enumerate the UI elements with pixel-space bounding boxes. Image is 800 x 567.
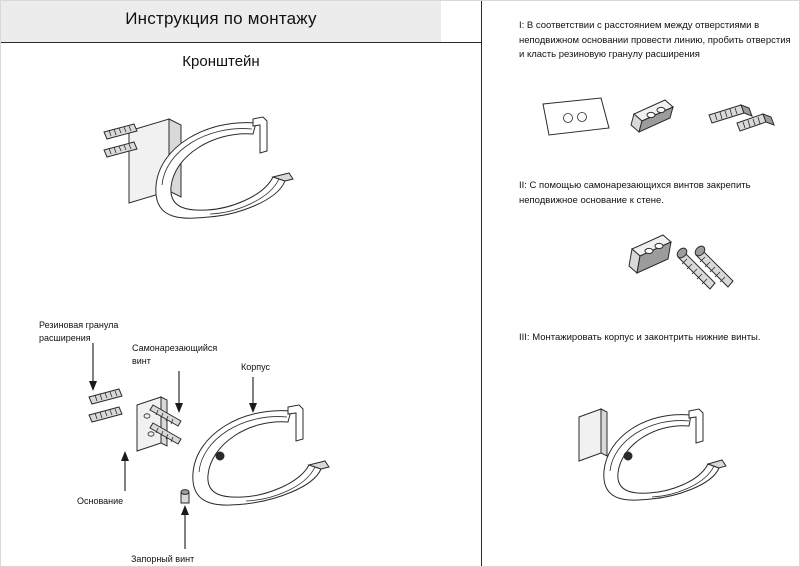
page-title: Инструкция по монтажу bbox=[125, 9, 317, 28]
label-lock-screw: Запорный винт bbox=[131, 554, 195, 564]
step1-base-block bbox=[631, 100, 673, 132]
part-self-tapping-screws bbox=[150, 405, 181, 444]
label-rubber-granule: Резиновая гранула расширения bbox=[39, 320, 119, 344]
screw-upper bbox=[104, 124, 137, 139]
technical-drawings bbox=[1, 1, 800, 567]
column-divider bbox=[481, 1, 482, 567]
page-subtitle: Кронштейн bbox=[182, 53, 260, 70]
label-body: Корпус bbox=[241, 362, 271, 372]
step-1-text: I: В соответствии с расстоянием между отверстиями в неподвижном основании провести линию, пробить отверстия и класть резиновую гранулу расширения bbox=[519, 20, 791, 61]
figure-bracket-overview bbox=[104, 117, 293, 218]
figure-exploded-assembly bbox=[89, 343, 329, 549]
screw-lower bbox=[104, 142, 137, 157]
step-3-text: III: Монтажировать корпус и законтрить нижние винты. bbox=[519, 332, 761, 343]
step1-dowels bbox=[709, 105, 774, 131]
label-self-tapping-screw: Самонарезающийся винт bbox=[132, 343, 218, 367]
label-base: Основание bbox=[77, 496, 124, 506]
figure-step3-assembly bbox=[579, 409, 726, 500]
figure-step1-parts bbox=[543, 98, 774, 135]
step-2-text: II: С помощью самонарезающихся винтов закрепить неподвижное основание к стене. bbox=[519, 180, 751, 206]
part-clamp-body bbox=[193, 405, 329, 505]
step2-base-block bbox=[629, 235, 671, 273]
title-divider bbox=[1, 42, 481, 43]
part-lock-screw bbox=[181, 452, 224, 503]
figure-step2-parts bbox=[629, 235, 733, 289]
part-base-plate bbox=[137, 397, 167, 451]
step2-screws bbox=[675, 244, 733, 289]
leader-lines bbox=[89, 343, 257, 549]
part-rubber-granules bbox=[89, 389, 122, 422]
